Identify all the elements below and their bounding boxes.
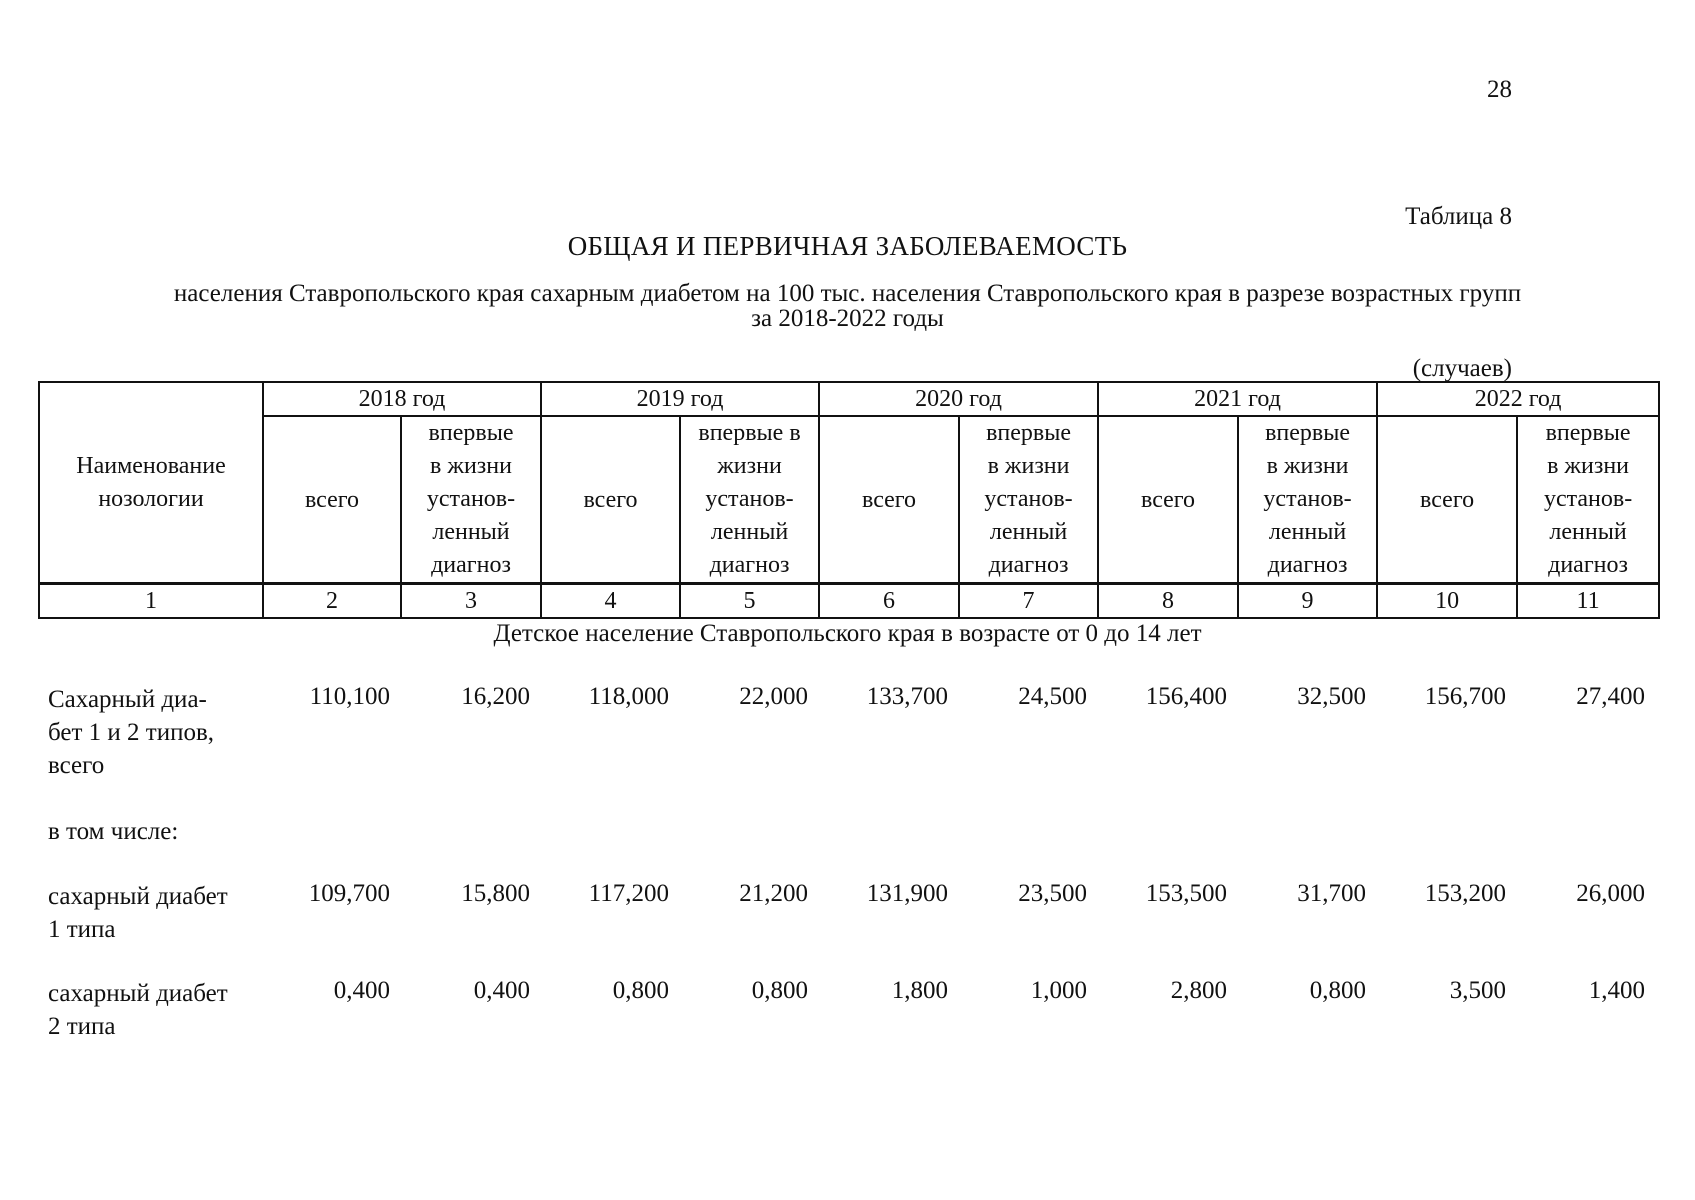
table-cell: 3,500 <box>1449 977 1506 1004</box>
row-label-line: сахарный диабет <box>48 883 228 910</box>
row-label-line: 2 типа <box>48 1013 116 1040</box>
header-first-time-line: диагноз <box>709 552 790 578</box>
header-first-time-2020 <box>959 416 1098 584</box>
table-cell: 0,800 <box>612 977 669 1004</box>
section-title: Детское население Ставропольского края в возрасте от 0 до 14 лет <box>493 620 1202 647</box>
column-number: 6 <box>819 584 959 619</box>
header-first-time-line: установ- <box>705 486 794 512</box>
header-first-time-line: в жизни <box>430 453 512 479</box>
row-label-total <box>48 683 253 782</box>
header-first-time-line: установ- <box>426 486 516 512</box>
table-header <box>38 381 1660 619</box>
header-first-time-line: ленный <box>710 519 789 545</box>
document-subtitle-line-2: за 2018-2022 годы <box>751 305 944 332</box>
table-cell: 32,500 <box>1297 683 1366 710</box>
header-first-time-line: в жизни <box>987 453 1070 479</box>
column-number: 9 <box>1238 584 1377 619</box>
header-first-time-line: ленный <box>989 519 1068 545</box>
units-label: (случаев) <box>1412 355 1512 382</box>
header-first-time-line: жизни <box>717 453 782 479</box>
table-cell: 131,900 <box>866 880 948 907</box>
table-cell: 0,800 <box>1309 977 1366 1004</box>
row-label-including <box>48 815 308 848</box>
row-label-type-1 <box>48 880 253 946</box>
table-cell: 110,100 <box>309 683 390 710</box>
header-nosology-line-1: Наименование <box>76 452 226 479</box>
column-number: 4 <box>541 584 680 619</box>
header-first-time-line: установ- <box>1263 486 1352 512</box>
header-first-time-line: ленный <box>1549 519 1627 545</box>
table-cell: 0,800 <box>751 977 808 1004</box>
row-label-line: Сахарный диа- <box>48 686 207 713</box>
header-first-time-line: впервые <box>986 420 1071 446</box>
header-first-time-2022 <box>1517 416 1659 584</box>
table-cell: 1,400 <box>1588 977 1645 1004</box>
table-cell: 24,500 <box>1018 683 1087 710</box>
header-year-2020: 2020 год <box>819 382 1098 416</box>
page-number: 28 <box>1487 76 1512 103</box>
header-nosology-line-2: нозологии <box>98 485 204 512</box>
table-cell: 16,200 <box>461 683 530 710</box>
table-cell: 23,500 <box>1018 880 1087 907</box>
table-cell: 21,200 <box>739 880 808 907</box>
column-number: 1 <box>39 584 263 619</box>
table-cell: 109,700 <box>308 880 390 907</box>
column-number: 5 <box>680 584 819 619</box>
header-first-time-line: в жизни <box>1547 453 1630 479</box>
row-label-type-2 <box>48 977 253 1043</box>
table-cell: 26,000 <box>1576 880 1645 907</box>
column-number: 3 <box>401 584 541 619</box>
table-cell: 117,200 <box>588 880 669 907</box>
header-total-2021: всего <box>1098 416 1238 584</box>
table-cell: 22,000 <box>739 683 808 710</box>
row-label-line: всего <box>48 752 105 779</box>
header-year-2022: 2022 год <box>1377 382 1659 416</box>
table-cell: 2,800 <box>1170 977 1227 1004</box>
header-first-time-line: ленный <box>432 519 510 545</box>
column-number: 8 <box>1098 584 1238 619</box>
document-subtitle-line-1: населения Ставропольского края сахарным диабетом на 100 тыс. населения Ставропольского края в разрезе возрастных групп <box>173 280 1522 307</box>
header-first-time-line: диагноз <box>988 552 1069 578</box>
table-cell: 31,700 <box>1297 880 1366 907</box>
header-year-2021: 2021 год <box>1098 382 1377 416</box>
table-cell: 133,700 <box>866 683 948 710</box>
table-cell: 1,800 <box>891 977 948 1004</box>
table-label: Таблица 8 <box>1405 203 1512 230</box>
table-cell: 156,400 <box>1145 683 1227 710</box>
header-first-time-line: диагноз <box>1548 552 1628 578</box>
header-first-time-line: впервые <box>1545 420 1631 446</box>
row-label-line: бет 1 и 2 типов, <box>48 719 215 746</box>
table-cell: 153,200 <box>1424 880 1506 907</box>
header-year-2019: 2019 год <box>541 382 819 416</box>
header-first-time-line: установ- <box>984 486 1073 512</box>
header-total-2022: всего <box>1377 416 1517 584</box>
header-year-2018: 2018 год <box>263 382 541 416</box>
header-first-time-2019 <box>680 416 819 584</box>
header-total-2020: всего <box>819 416 959 584</box>
header-first-time-line: в жизни <box>1266 453 1349 479</box>
header-first-time-line: впервые в <box>698 420 801 446</box>
header-first-time-2021 <box>1238 416 1377 584</box>
table-cell: 0,400 <box>333 977 390 1004</box>
header-first-time-line: впервые <box>1265 420 1351 446</box>
row-label-line: в том числе: <box>48 818 179 845</box>
header-first-time-line: диагноз <box>431 552 511 578</box>
column-number: 10 <box>1377 584 1517 619</box>
header-first-time-line: диагноз <box>1267 552 1348 578</box>
table-cell: 15,800 <box>461 880 530 907</box>
header-first-time-2018 <box>401 416 541 584</box>
column-number: 11 <box>1517 584 1659 619</box>
table-cell: 153,500 <box>1145 880 1227 907</box>
column-number: 7 <box>959 584 1098 619</box>
header-total-2018: всего <box>263 416 401 584</box>
header-first-time-line: впервые <box>428 420 514 446</box>
table-cell: 156,700 <box>1424 683 1506 710</box>
row-label-line: 1 типа <box>48 916 116 943</box>
header-first-time-line: ленный <box>1268 519 1347 545</box>
table-cell: 27,400 <box>1576 683 1645 710</box>
row-label-line: сахарный диабет <box>48 980 228 1007</box>
header-total-2019: всего <box>541 416 680 584</box>
table-cell: 1,000 <box>1030 977 1087 1004</box>
table-cell: 0,400 <box>473 977 530 1004</box>
document-title: ОБЩАЯ И ПЕРВИЧНАЯ ЗАБОЛЕВАЕМОСТЬ <box>567 231 1128 261</box>
header-first-time-line: установ- <box>1543 486 1633 512</box>
table-cell: 118,000 <box>588 683 669 710</box>
header-nosology <box>39 382 263 584</box>
column-number: 2 <box>263 584 401 619</box>
